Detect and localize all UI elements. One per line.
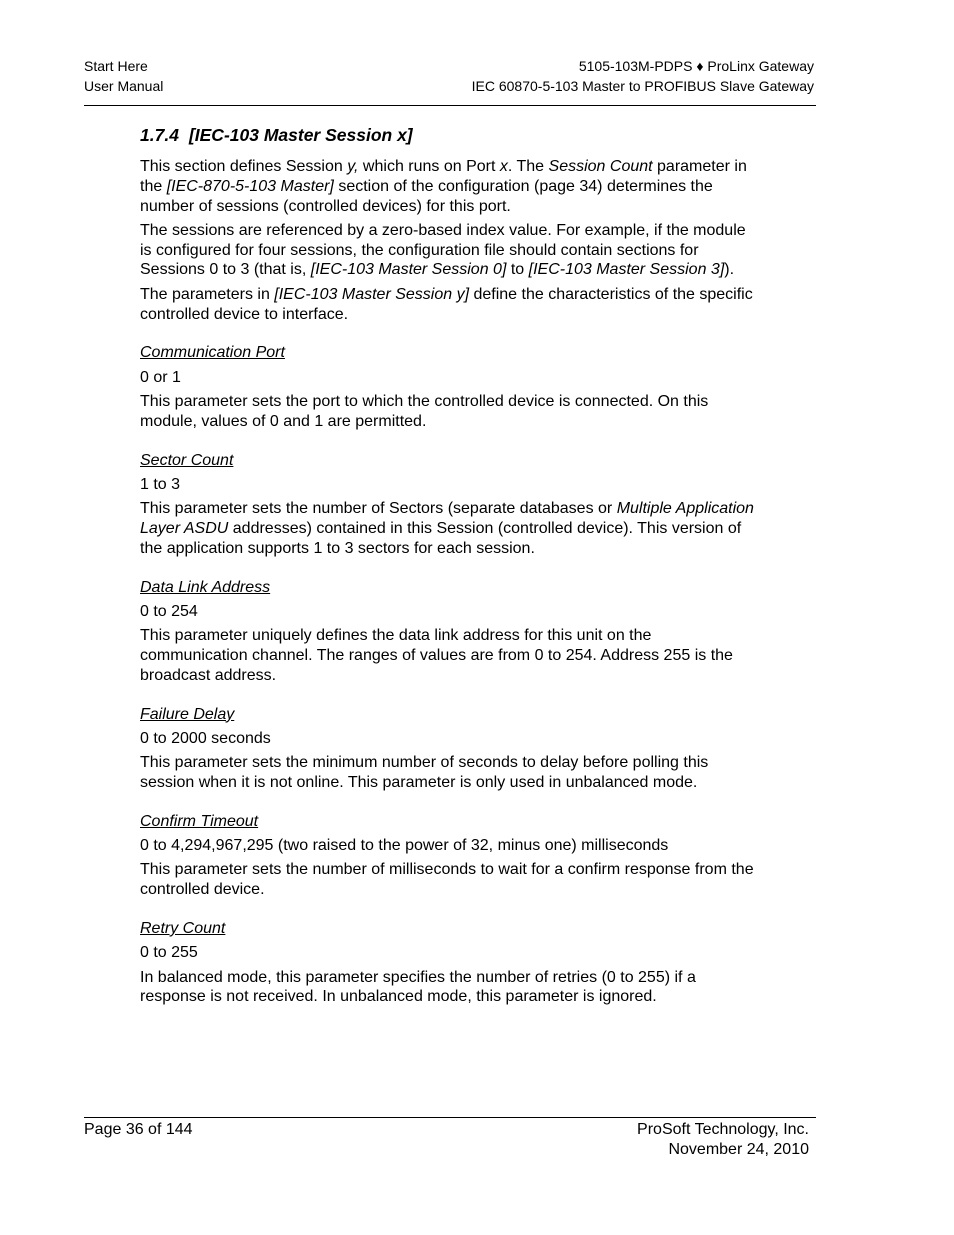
text-run: Session Count [548,158,653,175]
text-run: y, [347,158,359,175]
page-footer [84,1117,816,1158]
text-run: [IEC-103 Master Session y] [274,285,470,303]
text-run: x [499,158,508,175]
intro-paragraph-3 [140,285,760,325]
param-range: 1 to 3 [140,475,181,493]
text-run: This parameter sets the number of Sectors (separate databases or [140,500,617,518]
header-right-line1: 5105-103M-PDPS ♦ ProLinx Gateway [578,58,814,74]
param-title: Sector Count [140,451,234,469]
text-run: This section defines Session [140,158,348,175]
param-sector-count [140,451,760,559]
text-run: Multiple Application Layer ASDU [140,500,754,537]
param-description: This parameter sets the minimum number of seconds to delay before polling this session when it is not online. This parameter is only used in unbalanced mode. [140,754,709,791]
header-right [472,57,814,96]
text-run: which runs on Port [358,158,500,175]
param-range: 0 or 1 [140,368,181,386]
param-title: Failure Delay [140,705,235,723]
text-run: ). [724,261,735,279]
param-description: This parameter sets the number of milliseconds to wait for a confirm response from the controlled device. [140,861,754,899]
intro-paragraph-2 [140,221,760,280]
param-failure-delay [140,705,760,793]
text-run: . The [507,158,549,175]
text-run: [IEC-103 Master Session 0] [310,261,507,279]
header-left-line2: User Manual [84,77,164,94]
text-run: [IEC-870-5-103 Master] [166,177,334,195]
text-run: parameter in the [140,158,747,195]
param-description: In balanced mode, this parameter specifies the number of retries (0 to 255) if a response is not received. In unbalanced mode, this parameter is ignored. [140,968,696,1006]
section-number: 1.7.4 [140,125,179,145]
footer-company: ProSoft Technology, Inc. [637,1121,809,1138]
param-title: Communication Port [140,344,285,362]
param-data-link-address [140,578,760,686]
param-confirm-timeout [140,812,760,900]
param-description: This parameter uniquely defines the data link address for this unit on the communication channel. The ranges of values are from 0 to 254. Address 255 is the broadcast address. [140,627,733,684]
param-description [140,499,760,558]
param-range: 0 to 2000 seconds [140,729,271,747]
param-title: Confirm Timeout [140,812,259,830]
section-heading [140,124,760,146]
footer-page-number: Page 36 of 144 [84,1121,193,1138]
text-run: The sessions are referenced by a zero-based index value. For example, if the module is configured for four sessions, the configuration file should contain sections for Sessions 0 to 3 (that is, [140,221,746,279]
intro-paragraph-1 [140,157,760,216]
footer-date: November 24, 2010 [668,1140,809,1158]
param-retry-count [140,919,760,1007]
text-run: The parameters in [140,285,275,303]
page-header [84,57,816,106]
text-run: section of the configuration (page 34) determines the number of sessions (controlled devices) for this port. [140,177,713,215]
text-run: addresses) contained in this Session (controlled device). This version of the application supports 1 to 3 sectors for each session. [140,519,742,557]
main-content [140,124,760,1012]
param-description: This parameter sets the port to which the controlled device is connected. On this module, values of 0 and 1 are permitted. [140,392,709,430]
header-right-line2: IEC 60870-5-103 Master to PROFIBUS Slave Gateway [471,77,814,94]
text-run: to [506,261,529,279]
header-left [84,57,163,96]
param-title: Data Link Address [140,578,271,596]
param-communication-port [140,343,760,431]
text-run: [IEC-103 Master Session 3] [528,261,725,279]
text-run: define the characteristics of the specific controlled device to interface. [140,285,753,323]
param-title: Retry Count [140,919,226,937]
footer-right [637,1120,809,1159]
param-range: 0 to 255 [140,944,198,962]
header-left-line1: Start Here [84,58,148,74]
param-range: 0 to 4,294,967,295 (two raised to the power of 32, minus one) milliseconds [140,837,669,855]
section-title: [IEC-103 Master Session x] [188,125,413,145]
param-range: 0 to 254 [140,602,198,620]
